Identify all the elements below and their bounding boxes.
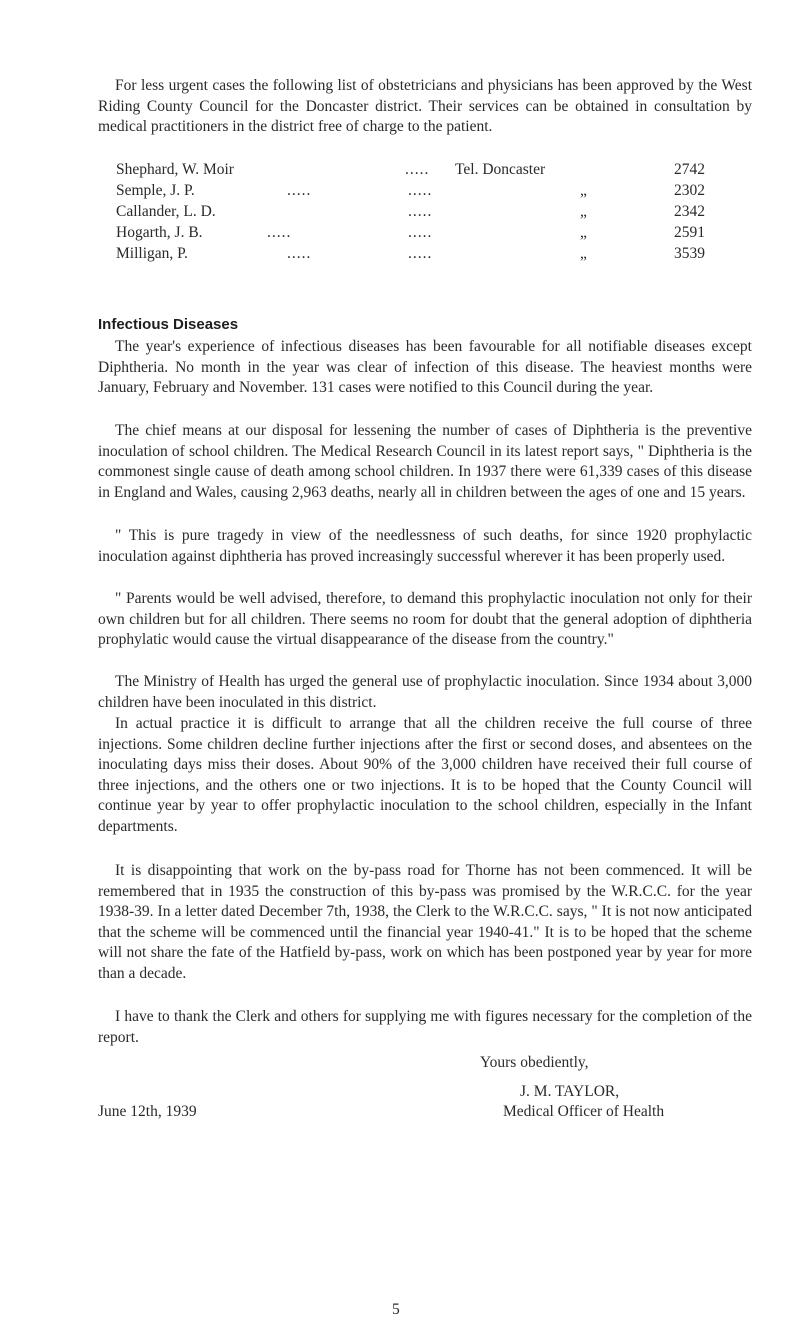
contact-name: Milligan, P.: [116, 245, 188, 262]
body-paragraph: In actual practice it is difficult to arrange that all the children receive the full course of three injections. Some children decline further injections after the first or second doses, and absentees on the inoculating days miss their doses. About 90% of the 3,000 children have received their full course of three injections, and the others one or two injections. It is to be hoped that the County Council will continue year by year to offer prophylactic inoculation to the school children, especially in the Infant departments.: [98, 715, 752, 835]
body-paragraph: The chief means at our disposal for lessening the number of cases of Diphtheria is the preventive inoculation of school children. The Medical Research Council in its latest report says, " Diphtheria is the commonest single cause of death among school children. In 1937 there were 61,339 cases of this disease in England and Wales, causing 2,963 deaths, nearly all in children between the ages of one and 15 years.: [98, 422, 752, 501]
contact-number: 2742: [674, 161, 705, 178]
body-paragraph: The year's experience of infectious diseases has been favourable for all notifiable diseases except Diphtheria. No month in the year was clear of infection of this disease. The heaviest months were January, February and November. 131 cases were notified to this Council during the year.: [98, 338, 752, 396]
leader-dots: .....: [408, 203, 433, 220]
contact-row: [116, 160, 756, 181]
contact-row: [116, 181, 756, 202]
leader-dots: .....: [287, 245, 312, 262]
leader-dots: .....: [405, 161, 430, 178]
leader-dots: .....: [287, 182, 312, 199]
contact-number: 2342: [674, 203, 705, 220]
body-paragraph: " This is pure tragedy in view of the needlessness of such deaths, for since 1920 prophylactic inoculation against diphtheria has proved increasingly successful wherever it has been properly used.: [98, 527, 752, 565]
body-paragraph: The Ministry of Health has urged the general use of prophylactic inoculation. Since 1934 about 3,000 children have been inoculated in this district.: [98, 673, 752, 711]
page-number: 5: [392, 1301, 400, 1318]
ditto-mark: „: [580, 224, 587, 241]
body-paragraph: I have to thank the Clerk and others for supplying me with figures necessary for the completion of the report.: [98, 1008, 752, 1046]
contact-number: 2591: [674, 224, 705, 241]
leader-dots: .....: [408, 182, 433, 199]
contact-row: [116, 223, 756, 244]
contact-number: 3539: [674, 245, 705, 262]
closing-line: Yours obediently,: [480, 1054, 589, 1071]
leader-dots: .....: [267, 224, 292, 241]
intro-paragraph: For less urgent cases the following list of obstetricians and physicians has been approved by the West Riding County Council for the Doncaster district. Their services can be obtained in consultation by medical practitioners in the district free of charge to the patient.: [98, 77, 752, 135]
leader-dots: .....: [408, 224, 433, 241]
ditto-mark: „: [580, 245, 587, 262]
signatory-title: Medical Officer of Health: [503, 1103, 665, 1120]
ditto-mark: „: [580, 203, 587, 220]
contact-row: [116, 244, 756, 265]
contact-name: Shephard, W. Moir: [116, 161, 234, 178]
leader-dots: .....: [408, 245, 433, 262]
contact-number: 2302: [674, 182, 705, 199]
contact-row: [116, 202, 756, 223]
contact-name: Hogarth, J. B.: [116, 224, 203, 241]
signatory-name: J. M. TAYLOR,: [520, 1083, 620, 1100]
document-date: June 12th, 1939: [98, 1103, 197, 1120]
contact-name: Semple, J. P.: [116, 182, 195, 199]
contact-tel-prefix: Tel. Doncaster: [455, 161, 546, 178]
section-heading: Infectious Diseases: [98, 316, 239, 333]
body-paragraph: " Parents would be well advised, therefore, to demand this prophylactic inoculation not only for their own children but for all children. There seems no room for doubt that the general adoption of diphtheria prophylatic would cause the virtual disappearance of the disease from the country.": [98, 590, 752, 648]
ditto-mark: „: [580, 182, 587, 199]
contact-name: Callander, L. D.: [116, 203, 216, 220]
body-paragraph: It is disappointing that work on the by-pass road for Thorne has not been commenced. It will be remembered that in 1935 the construction of this by-pass was promised by the W.R.C.C. for the year 1938-39. In a letter dated December 7th, 1938, the Clerk to the W.R.C.C. says, " It is not now anticipated that the scheme will be commenced until the financial year 1940-41." It is to be hoped that the scheme will not share the fate of the Hatfield by-pass, work on which has been postponed year by year for more than a decade.: [98, 862, 752, 982]
